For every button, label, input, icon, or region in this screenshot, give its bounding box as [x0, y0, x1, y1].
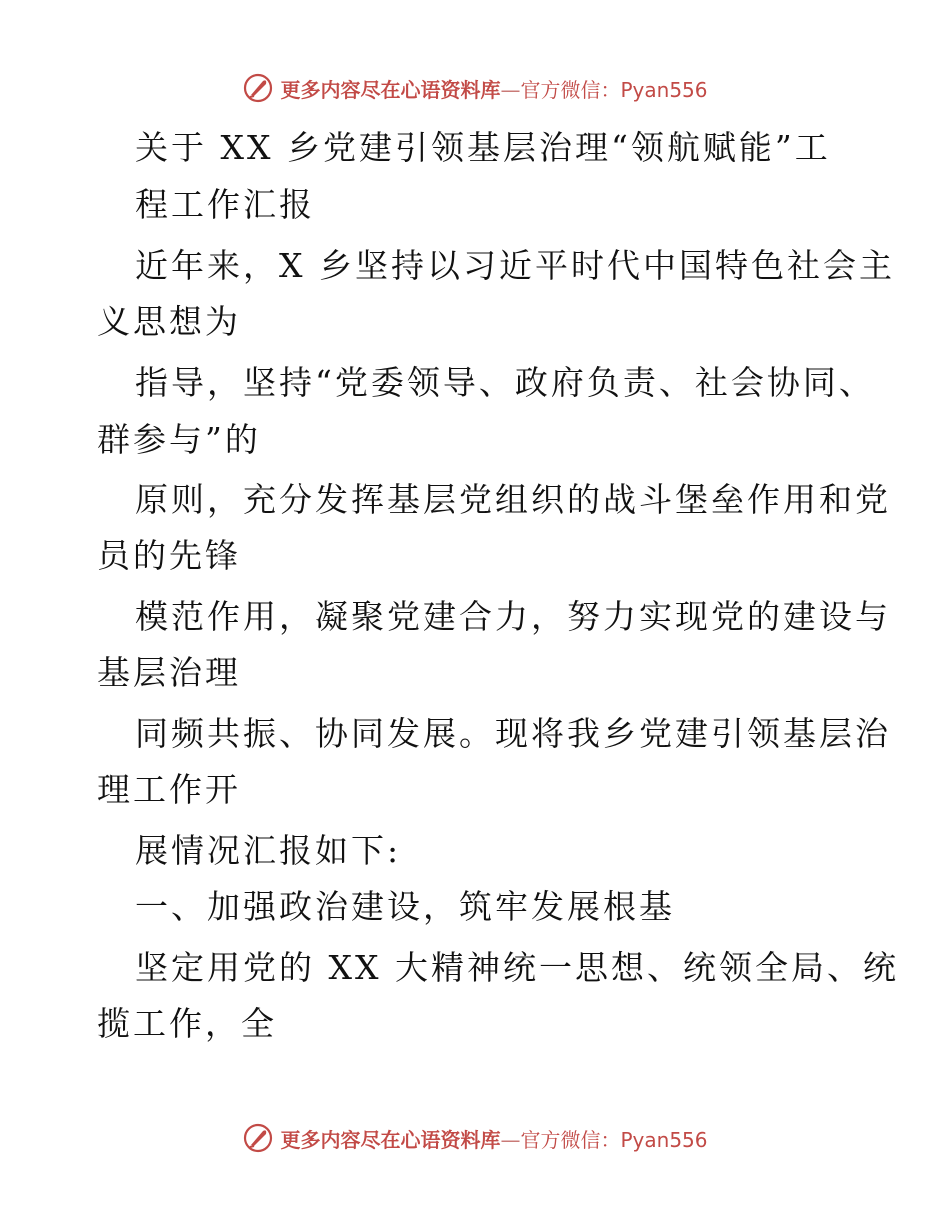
watermark-official-label: 官方微信： [520, 77, 621, 102]
paragraph-line: 员的先锋 [97, 536, 241, 575]
paragraph-line: 基层治理 [97, 653, 241, 692]
quill-pen-logo-icon [242, 1122, 274, 1154]
watermark-text [280, 1124, 707, 1153]
paragraph-line: 近年来，X 乡坚持以习近平时代中国特色社会主 [135, 246, 895, 285]
watermark-official-label: 官方微信： [520, 1127, 621, 1152]
watermark-main: 更多内容尽在心语资料库 [280, 1127, 501, 1152]
paragraph-line: 理工作开 [97, 770, 241, 809]
paragraph-line: 指导，坚持“党委领导、政府负责、社会协同、 [135, 363, 875, 402]
paragraph-line: 群参与”的 [97, 420, 261, 459]
watermark-wechat-id: Pyan556 [620, 77, 708, 102]
paragraph-line: 原则，充分发挥基层党组织的战斗堡垒作用和党 [135, 480, 891, 519]
watermark-wechat-id: Pyan556 [620, 1127, 708, 1152]
watermark-main: 更多内容尽在心语资料库 [280, 77, 501, 102]
watermark-text [280, 74, 707, 103]
header-watermark [0, 72, 950, 104]
paragraph-line: 坚定用党的 XX 大精神统一思想、统领全局、统 [135, 948, 899, 987]
watermark-separator: — [500, 77, 521, 102]
paragraph-line: 同频共振、协同发展。现将我乡党建引领基层治 [135, 714, 891, 753]
quill-pen-logo-icon [242, 72, 274, 104]
paragraph-line: 展情况汇报如下: [135, 831, 402, 870]
title-line-1: 关于 XX 乡党建引领基层治理“领航赋能”工 [135, 128, 831, 167]
paragraph-line: 揽工作，全 [97, 1004, 277, 1043]
footer-watermark [0, 1122, 950, 1154]
title-line-2: 程工作汇报 [135, 185, 315, 224]
watermark-separator: — [500, 1127, 521, 1152]
section-heading: 一、加强政治建设，筑牢发展根基 [135, 887, 675, 926]
paragraph-line: 模范作用，凝聚党建合力，努力实现党的建设与 [135, 597, 891, 636]
paragraph-line: 义思想为 [97, 302, 241, 341]
